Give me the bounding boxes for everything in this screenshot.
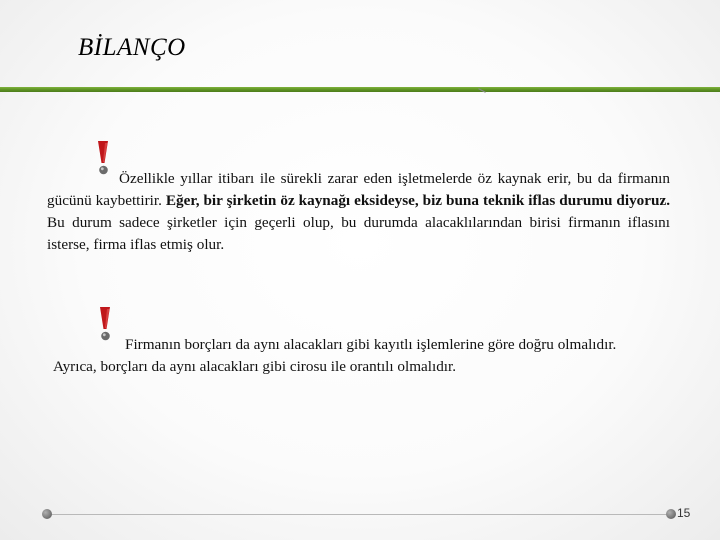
paragraph-emphasis-text: Eğer, bir şirketin öz kaynağı eksideyse, biz buna teknik iflas durumu diyoruz. [165, 192, 670, 209]
paragraph-technical-bankruptcy [47, 168, 670, 256]
paragraph-lead-text: Özellikle yıllar itibarı ile sürekli zarar eden işletmelerde öz kaynak erir, bu da firmanın gücünü kaybettirir. [47, 170, 670, 209]
page-number: 15 [677, 506, 691, 520]
footer-dot-icon [42, 509, 52, 519]
paragraph-tail-text: Bu durum sadece şirketler için geçerli olup, bu durumda alacaklılarından birisi firmanın iflasını isterse, firma iflas etmiş olur. [47, 214, 670, 253]
title-divider [0, 87, 720, 92]
footer-dot-icon [666, 509, 676, 519]
paragraph-text: Firmanın borçları da aynı alacakları gibi kayıtlı işlemlerine göre doğru olmalıdır. Ayrıca, borçları da aynı alacakları gibi cirosu ile orantılı olmalıdır. [53, 336, 617, 375]
slide-title: BİLANÇO [78, 34, 186, 61]
paragraph-liabilities [53, 334, 653, 378]
footer-divider [47, 514, 672, 515]
